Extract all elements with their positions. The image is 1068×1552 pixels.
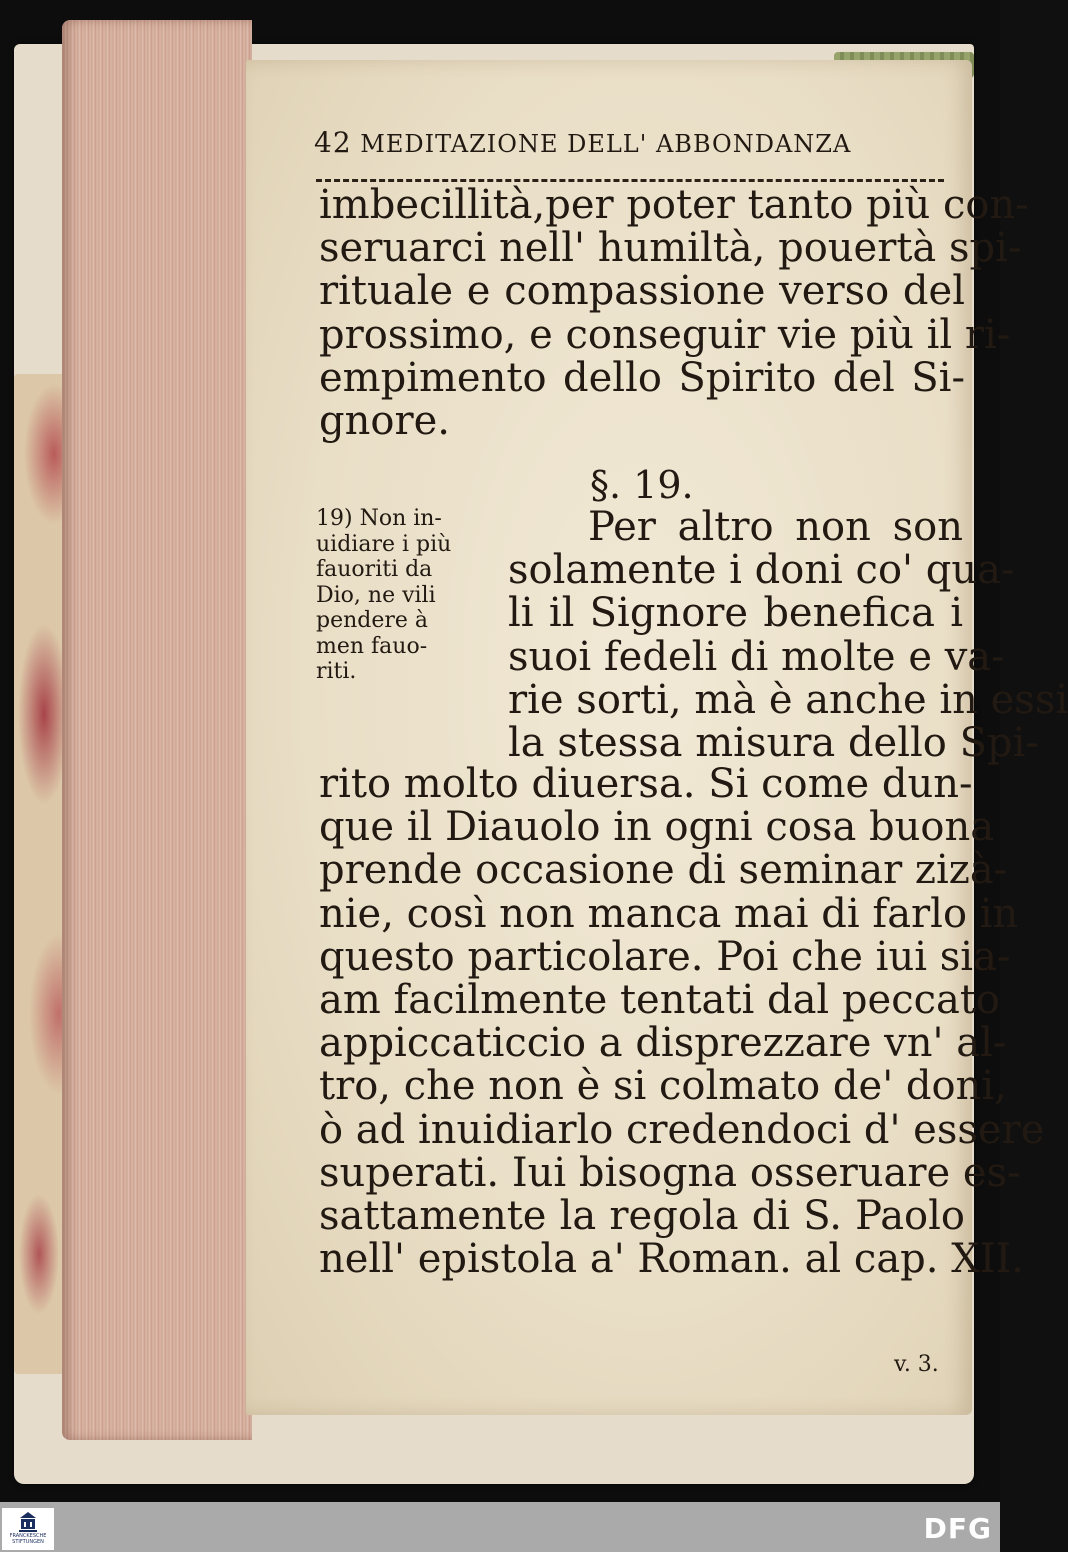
text-line: empimento dello Spirito del Si- [319, 354, 965, 401]
text-line: la stessa misura dello Spi- [508, 719, 1039, 766]
running-title: MEDITAZIONE DELL' ABBONDANZA [360, 130, 852, 158]
text-line: seruarci nell' humiltà, pouertà spi- [319, 225, 1022, 272]
margin-note-line: 19) Non in- [316, 506, 442, 531]
logo-caption-2: STIFTUNGEN [12, 1539, 44, 1545]
page-edges [62, 20, 252, 1440]
text-line: prossimo, e conseguir vie più il ri- [319, 311, 1011, 358]
text-line: Per altro non son [588, 504, 963, 550]
text-line: ò ad inuidiarlo credendoci d' essere [319, 1106, 1045, 1153]
text-line: li il Signore benefica i [508, 590, 963, 637]
margin-note-line: Dio, ne vili [316, 582, 436, 608]
text-line: appiccaticcio a disprezzare vn' al- [319, 1020, 1007, 1067]
text-line: questo particolare. Poi che iui sia- [319, 933, 1011, 980]
text-line: tro, che non è si colmato de' doni, [319, 1063, 1007, 1110]
text-line: gnore. [319, 397, 450, 444]
margin-note-line: pendere à [316, 608, 429, 633]
text-line: sattamente la regola di S. Paolo [319, 1192, 965, 1239]
logo-caption-1: FRANCKESCHE [9, 1533, 47, 1539]
section-heading: §. 19. [590, 463, 694, 507]
text-line: nie, così non manca mai di farlo in [319, 890, 1019, 937]
margin-note-line: uidiare i più [316, 531, 452, 557]
marginal-note [316, 506, 506, 685]
dfg-logo: DFG [923, 1512, 992, 1545]
text-line: solamente i doni co' qua- [508, 547, 1015, 594]
book-page [246, 60, 1068, 1415]
text-line: suoi fedeli di molte e va- [508, 633, 1005, 680]
text-block-top [319, 182, 1029, 444]
margin-note-line: fauoriti da [316, 557, 433, 582]
building-icon [17, 1511, 39, 1533]
running-header [314, 126, 944, 159]
text-line: prende occasione di seminar zizà- [319, 847, 1008, 894]
text-line: imbecillità,per poter tanto più con- [319, 182, 1029, 228]
text-line: nell' epistola a' Roman. al cap. XII. [319, 1236, 1024, 1283]
viewer-footer [0, 1502, 1000, 1552]
text-line: superati. Iui bisogna osseruare es- [319, 1149, 1021, 1196]
francke-foundation-logo [2, 1508, 54, 1550]
text-line: rito molto diuersa. Si come dun- [319, 761, 973, 807]
margin-note-line: riti. [316, 659, 357, 684]
text-block-bottom [319, 761, 1045, 1283]
page-number: 42 [314, 126, 352, 159]
text-line: am facilmente tentati dal peccato [319, 976, 1001, 1023]
margin-note-line: men fauo- [316, 633, 428, 659]
text-line: que il Diauolo in ogni cosa buona [319, 804, 995, 851]
text-line: rie sorti, mà è anche in essi [508, 676, 1068, 723]
catchword: v. 3. [894, 1352, 939, 1377]
text-block-indented [508, 504, 1068, 766]
text-line: rituale e compassione verso del [319, 268, 965, 315]
